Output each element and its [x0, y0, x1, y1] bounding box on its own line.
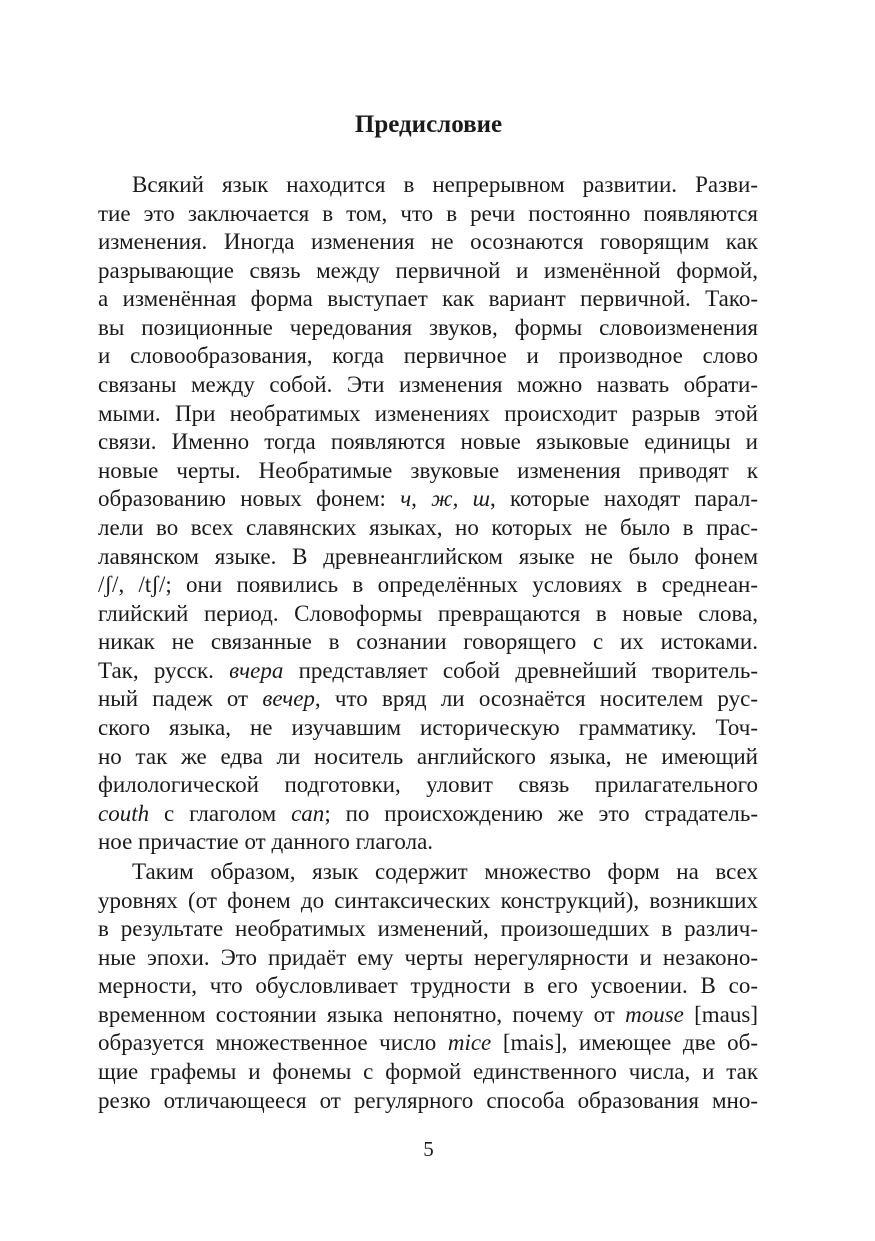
text-segment: глийский период. Словоформы превращаются в новые слова,: [98, 600, 758, 626]
text-segment: Всякий язык находится в непрерывном развитии. Разви-: [132, 172, 758, 197]
text-segment: Таким образом, язык содержит множество форм на всех: [132, 859, 758, 884]
text-line: [98, 887, 758, 915]
italic-term: mice: [447, 1030, 492, 1056]
text-segment: и словообразования, когда первичное и производное слово: [98, 343, 758, 369]
text-segment: образованию новых фонем:: [98, 486, 401, 512]
italic-term: вечер: [262, 686, 315, 712]
text-segment: временном состоянии языка непонятно, почему от: [98, 1001, 626, 1027]
text-segment: филологической подготовки, уловит связь прилагательного: [98, 772, 758, 798]
text-line: [98, 285, 758, 313]
text-segment: связаны между собой. Эти изменения можно назвать обрати-: [98, 372, 758, 398]
text-line: [98, 428, 758, 456]
text-segment: никак не связанные в сознании говорящего с их истоками.: [98, 629, 758, 655]
text-segment: лавянском языке. В древнеанглийском языке не было фонем: [98, 543, 758, 569]
text-segment: но так же едва ли носитель английского языка, не имеющий: [98, 743, 758, 769]
text-line: [98, 171, 758, 199]
text-line: [98, 257, 758, 285]
text-segment: изменения. Иногда изменения не осознаются говорящим как: [98, 229, 758, 255]
text-line: [98, 571, 758, 599]
text-line: [98, 685, 758, 713]
italic-term: ч, ж, ш: [400, 486, 490, 512]
italic-term: вчера: [229, 657, 284, 683]
text-line: [98, 600, 758, 628]
text-segment: тие это заключается в том, что в речи постоянно появляются: [98, 200, 758, 226]
text-segment: а изменённая форма выступает как вариант первичной. Тако-: [98, 286, 758, 312]
page-number: 5: [423, 1137, 434, 1161]
text-segment: представляет собой древнейший творитель-: [283, 657, 758, 683]
text-line: [98, 1058, 758, 1086]
italic-term: couth: [98, 800, 150, 826]
text-segment: [mais], имеющее две об-: [491, 1030, 758, 1056]
text-line: [98, 657, 758, 685]
text-line: [98, 944, 758, 972]
text-line: [98, 858, 758, 886]
text-line: [98, 1001, 758, 1029]
text-line: [98, 743, 758, 771]
text-line: [98, 514, 758, 542]
text-segment: образуется множественное число: [98, 1030, 448, 1056]
text-segment: новые черты. Необратимые звуковые изменения приводят к: [98, 457, 758, 483]
text-line: [98, 1029, 758, 1057]
text-line: [98, 800, 758, 828]
italic-term: can: [291, 800, 325, 826]
text-line: [98, 972, 758, 1000]
text-segment: щие графемы и фонемы с формой единственного числа, и так: [98, 1059, 758, 1085]
text-segment: с глаголом: [149, 800, 292, 826]
text-segment: , что вряд ли осознаётся носителем рус-: [314, 686, 758, 712]
text-line: [98, 771, 758, 799]
text-line: [98, 915, 758, 943]
text-segment: вы позиционные чередования звуков, формы словоизменения: [98, 314, 758, 340]
text-line: [98, 314, 758, 342]
text-line: [98, 228, 758, 256]
page-title: Предисловие: [354, 111, 503, 138]
text-segment: мыми. При необратимых изменениях происходит разрыв этой: [98, 400, 758, 426]
text-line: [98, 628, 758, 656]
text-line: [98, 543, 758, 571]
text-line: [98, 714, 758, 742]
text-line: [98, 1087, 758, 1115]
text-segment: , которые находят парал-: [489, 486, 758, 512]
text-segment: мерности, что обусловливает трудности в его усвоении. В со-: [98, 973, 758, 999]
text-segment: ; по происхождению же это страдатель-: [324, 800, 758, 826]
text-segment: уровнях (от фонем до синтаксических конструкций), возникших: [98, 887, 758, 913]
text-line: [98, 200, 758, 228]
text-line: [98, 371, 758, 399]
text-segment: ный падеж от: [98, 686, 263, 712]
text-line: [98, 342, 758, 370]
text-segment: [maus]: [683, 1001, 759, 1027]
text-line: [98, 485, 758, 513]
text-line: [98, 457, 758, 485]
text-segment: лели во всех славянских языках, но которых не было в прас-: [98, 514, 758, 540]
text-segment: в результате необратимых изменений, произошедших в различ-: [98, 916, 758, 942]
text-segment: разрывающие связь между первичной и изменённой формой,: [98, 257, 758, 283]
text-segment: ского языка, не изучавшим историческую грамматику. Точ-: [98, 715, 758, 741]
text-line: [98, 828, 758, 856]
text-segment: резко отличающееся от регулярного способа образования мно-: [98, 1087, 758, 1113]
text-segment: Так, русск.: [98, 657, 230, 683]
text-segment: ные эпохи. Это придаёт ему черты нерегулярности и незаконо-: [98, 944, 758, 970]
text-segment: ное причастие от данного глагола.: [98, 829, 434, 855]
italic-term: mouse: [625, 1001, 684, 1027]
text-line: [98, 400, 758, 428]
text-segment: /ʃ/, /tʃ/; они появились в определённых условиях в среднеан-: [98, 572, 758, 598]
text-segment: связи. Именно тогда появляются новые языковые единицы и: [98, 429, 758, 455]
